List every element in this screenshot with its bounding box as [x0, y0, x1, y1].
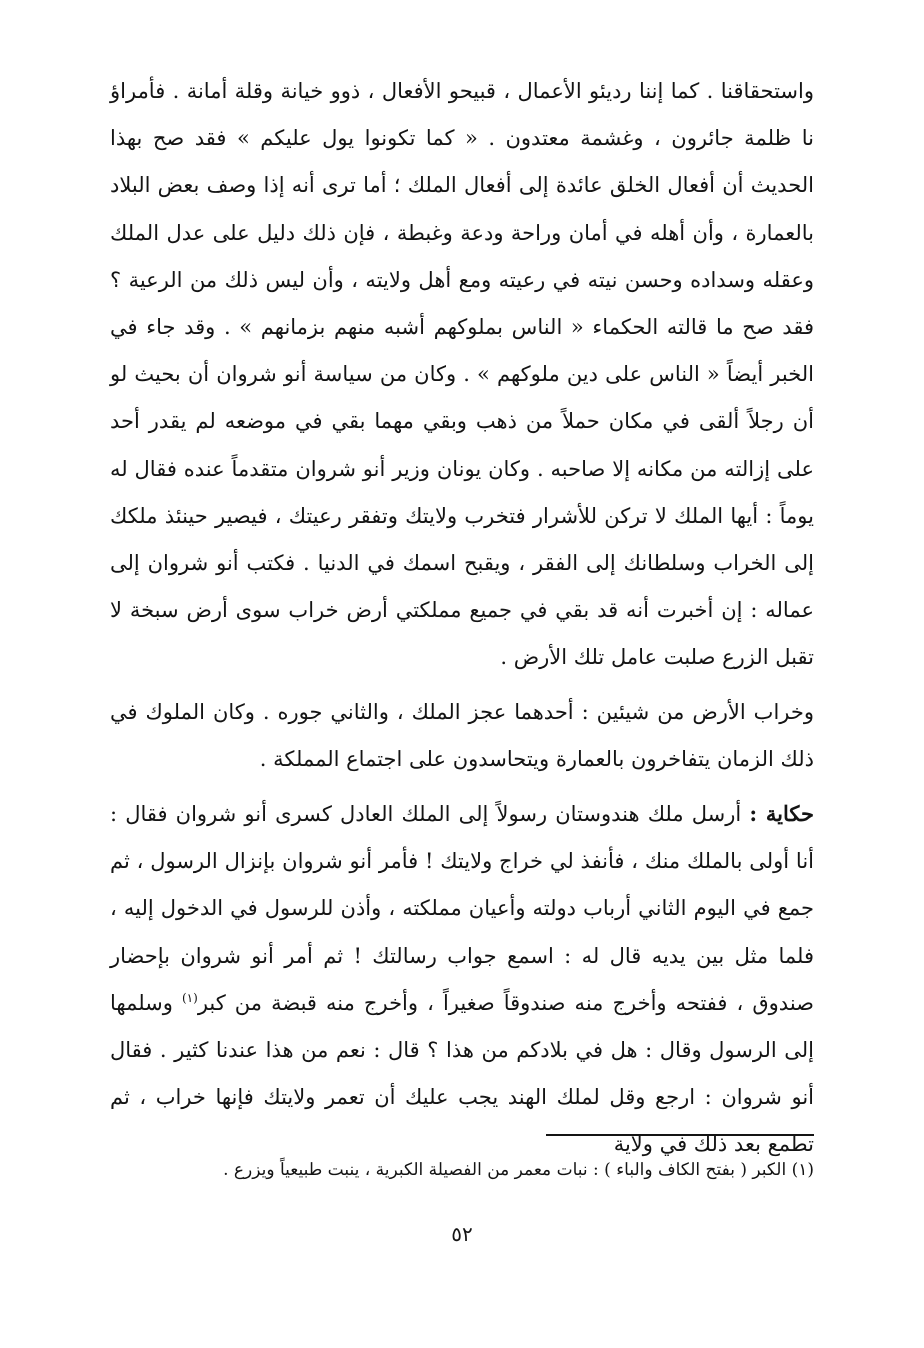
footnote-marker: (١) — [181, 990, 198, 1005]
paragraph-1: واستحقاقنا . كما إننا رديئو الأعمال ، قبيحو الأفعال ، ذوو خيانة وقلة أمانة . فأمراؤ نا ظلمة جائرون ، وغشمة معتدون . « كما تكونوا يول عليكم » فقد صح بهذا الحديث أن أفعال الخلق عائدة إلى أفعال الملك ؛ أما ترى أنه إذا وصف بعض البلاد بالعمارة ، وأن أهله في أمان وراحة ودعة وغبطة ، فإن ذلك دليل على عدل الملك وعقله وسداده وحسن نيته في رعيته ومع أهل ولايته ، وأن ليس ذلك من الرعية ؟ فقد صح ما قالته الحكماء « الناس بملوكهم أشبه منهم بزمانهم » . وقد جاء في الخبر أيضاً « الناس على دين ملوكهم » . وكان من سياسة أنو شروان أن بحيث لو أن رجلاً ألقى في مكان حملاً من ذهب وبقي مهما بقي في موضعه لم يقدر أحد على إزالته من مكانه إلا صاحبه . وكان يونان وزير أنو شروان متقدماً عنده فقال له يوماً : أيها الملك لا تركن للأشرار فتخرب ولايتك وتفقر رعيتك ، فيصير حينئذ ملكك إلى الخراب وسلطانك إلى الفقر ، ويقبح اسمك في الدنيا . فكتب أنو شروان إلى عماله : إن أخبرت أنه قد بقي في جميع مملكتي أرض خراب سوى أرض سبخة لا تقبل الزرع صلبت عامل تلك الأرض . — [110, 79, 814, 670]
footnote-separator — [546, 1134, 814, 1136]
story-text-part-1: أرسل ملك هندوستان رسولاً إلى الملك العادل كسرى أنو شروان فقال : أنا أولى بالملك منك ، فأنفذ لي خراج ولايتك ! فأمر أنو شروان بإنزال الرسول ، ثم جمع في اليوم الثاني أرباب دولته وأعيان مملكته ، وأذن للرسول في الدخول إليه ، فلما مثل بين يديه قال له : اسمع جواب رسالتك ! ثم أمر أنو شروان بإحضار صندوق ، ففتحه وأخرج منه صندوقاً صغيراً ، وأخرج منه قبضة من كبر — [110, 802, 814, 1015]
footnote: (١) الكبر ( بفتح الكاف والباء ) : نبات معمر من الفصيلة الكبرية ، ينبت طبيعياً ويزرع . — [223, 1160, 814, 1180]
paragraph-2: وخراب الأرض من شيئين : أحدهما عجز الملك ، والثاني جوره . وكان الملوك في ذلك الزمان يتفاخرون بالعمارة ويتحاسدون على اجتماع المملكة . — [110, 699, 814, 771]
main-text — [110, 68, 814, 1169]
page-number: ٥٢ — [451, 1222, 473, 1246]
story-text-part-2: وسلمها إلى الرسول وقال : هل في بلادكم من هذا ؟ قال : نعم من هذا عندنا كثير . فقال أنو شروان : ارجع وقل لملك الهند يجب عليك أن تعمر ولايتك فإنها خراب ، ثم تطمع بعد ذلك في ولاية — [110, 990, 814, 1157]
paragraph-3 — [110, 790, 814, 1169]
story-heading: حكاية : — [749, 801, 814, 827]
